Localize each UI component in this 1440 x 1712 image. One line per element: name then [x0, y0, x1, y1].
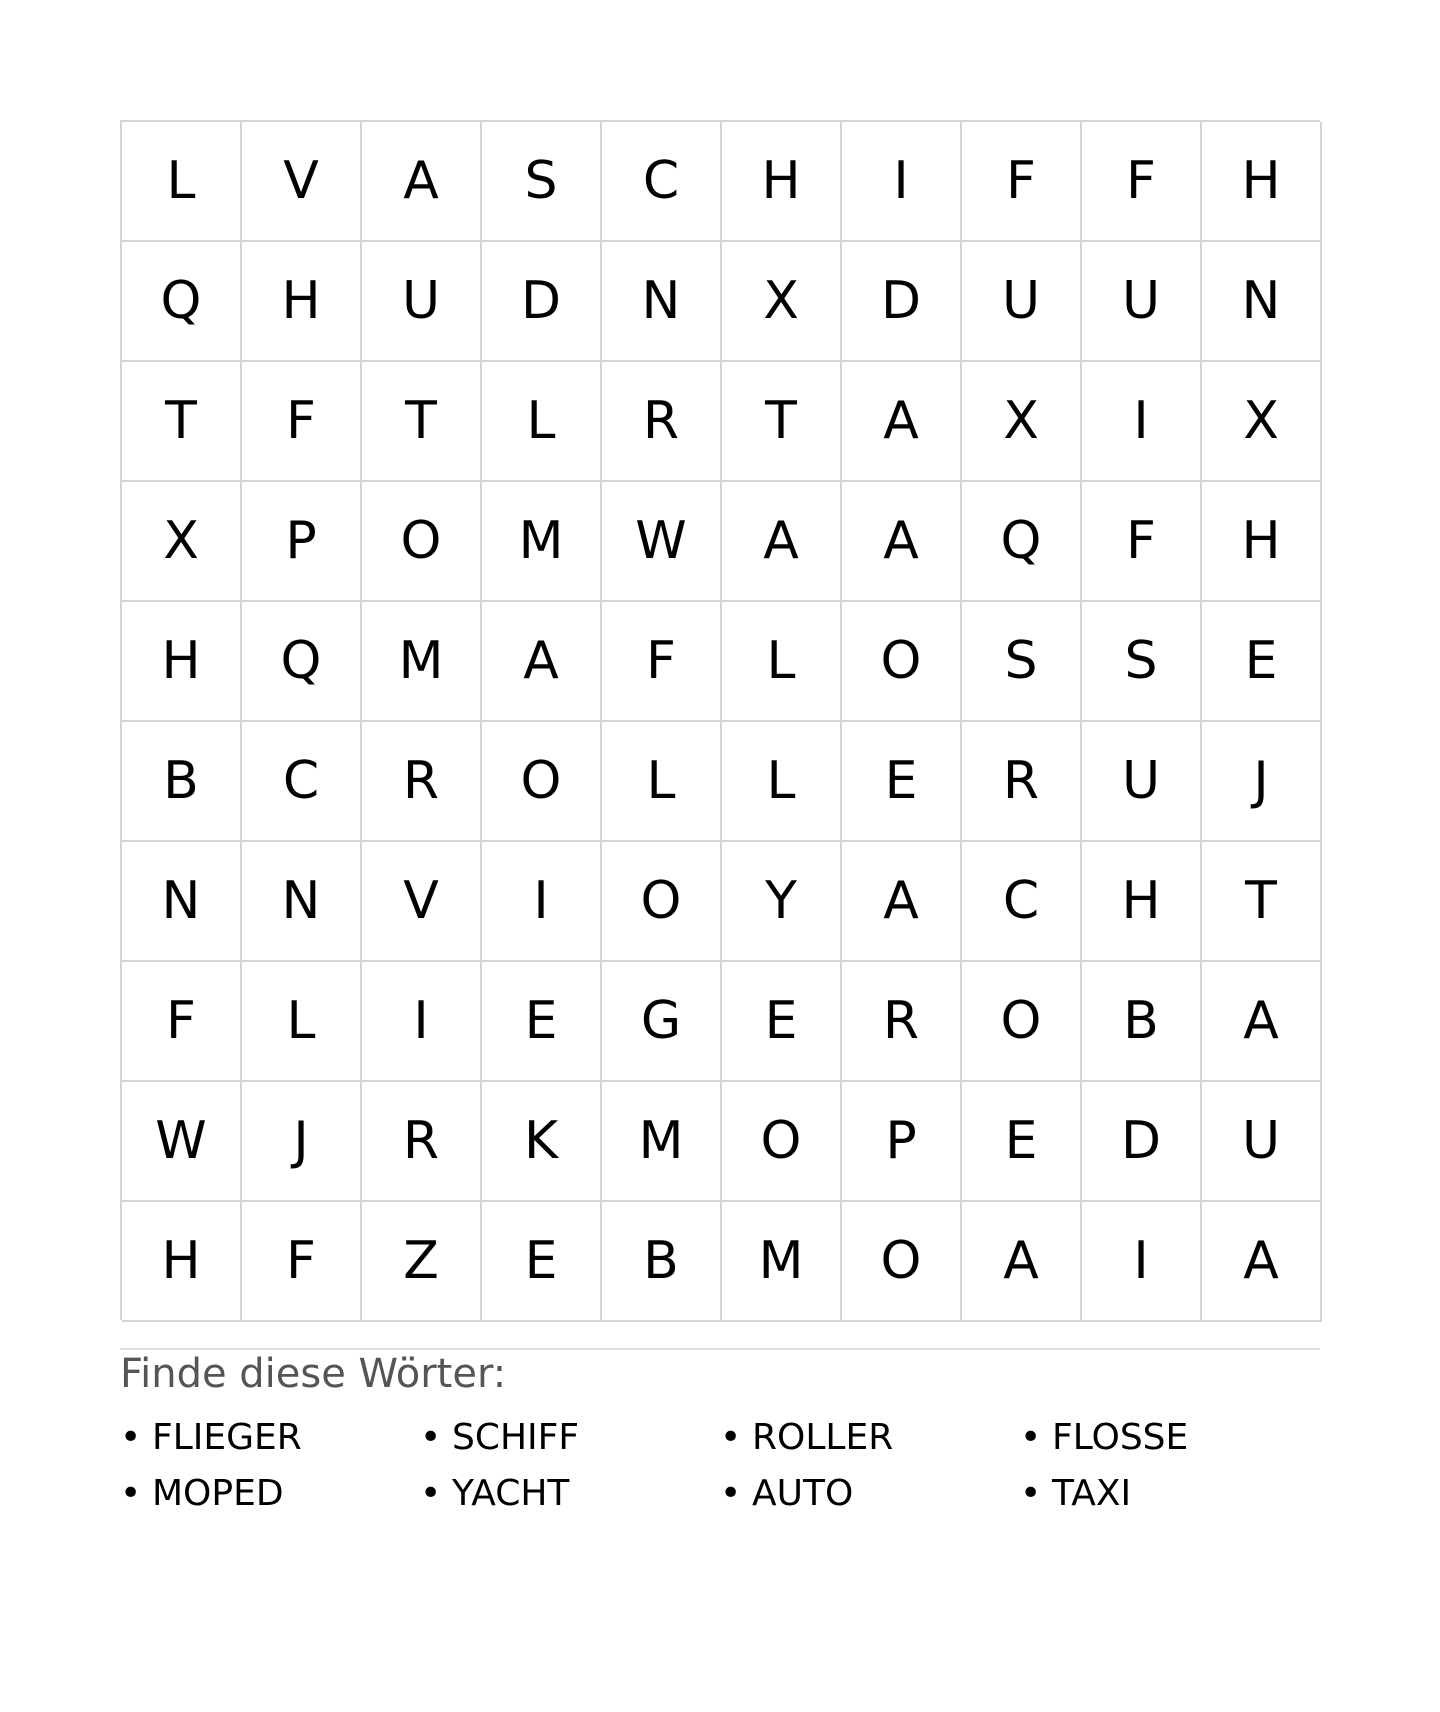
grid-cell[interactable]: H — [122, 602, 242, 722]
grid-cell[interactable]: T — [122, 362, 242, 482]
grid-cell[interactable]: H — [722, 122, 842, 242]
grid-cell[interactable]: L — [122, 122, 242, 242]
bullet-icon: • — [120, 1417, 142, 1458]
grid-cell[interactable]: O — [362, 482, 482, 602]
grid-cell[interactable]: Q — [962, 482, 1082, 602]
grid-cell[interactable]: S — [962, 602, 1082, 722]
grid-cell[interactable]: A — [482, 602, 602, 722]
grid-cell[interactable]: A — [1202, 1202, 1322, 1322]
word-label: FLOSSE — [1052, 1417, 1189, 1458]
grid-cell[interactable]: A — [842, 482, 962, 602]
grid-cell[interactable]: M — [482, 482, 602, 602]
grid-cell[interactable]: U — [1082, 242, 1202, 362]
bullet-icon: • — [420, 1417, 442, 1458]
grid-cell[interactable]: Y — [722, 842, 842, 962]
grid-cell[interactable]: O — [602, 842, 722, 962]
grid-cell[interactable]: L — [602, 722, 722, 842]
grid-cell[interactable]: B — [602, 1202, 722, 1322]
word-item — [420, 1466, 720, 1522]
word-label: SCHIFF — [452, 1417, 580, 1458]
bullet-icon: • — [420, 1473, 442, 1514]
word-label: FLIEGER — [152, 1417, 302, 1458]
grid-cell[interactable]: O — [842, 1202, 962, 1322]
grid-cell[interactable]: M — [362, 602, 482, 722]
grid-cell[interactable]: I — [362, 962, 482, 1082]
grid-cell[interactable]: W — [122, 1082, 242, 1202]
grid-cell[interactable]: X — [122, 482, 242, 602]
grid-cell[interactable]: T — [1202, 842, 1322, 962]
grid-cell[interactable]: F — [122, 962, 242, 1082]
grid-cell[interactable]: L — [722, 722, 842, 842]
grid-cell[interactable]: C — [962, 842, 1082, 962]
word-item — [720, 1466, 1020, 1522]
grid-cell[interactable]: L — [242, 962, 362, 1082]
word-label: YACHT — [452, 1473, 570, 1514]
grid-cell[interactable]: H — [1082, 842, 1202, 962]
word-list — [120, 1410, 1320, 1522]
grid-cell[interactable]: F — [242, 1202, 362, 1322]
grid-cell[interactable]: O — [722, 1082, 842, 1202]
grid-cell[interactable]: D — [1082, 1082, 1202, 1202]
grid-cell[interactable]: L — [722, 602, 842, 722]
grid-cell[interactable]: H — [122, 1202, 242, 1322]
grid-cell[interactable]: C — [602, 122, 722, 242]
word-label: ROLLER — [752, 1417, 894, 1458]
grid-cell[interactable]: S — [1082, 602, 1202, 722]
word-item — [720, 1410, 1020, 1466]
bullet-icon: • — [720, 1473, 742, 1514]
word-item — [420, 1410, 720, 1466]
grid-cell[interactable]: P — [242, 482, 362, 602]
grid-cell[interactable]: F — [602, 602, 722, 722]
grid-cell[interactable]: R — [962, 722, 1082, 842]
grid-cell[interactable]: E — [482, 1202, 602, 1322]
grid-cell[interactable]: E — [962, 1082, 1082, 1202]
grid-cell[interactable]: D — [482, 242, 602, 362]
grid-cell[interactable]: F — [242, 362, 362, 482]
grid-cell[interactable]: F — [1082, 122, 1202, 242]
bullet-icon: • — [1020, 1473, 1042, 1514]
grid-cell[interactable]: R — [842, 962, 962, 1082]
grid-cell[interactable]: V — [362, 842, 482, 962]
grid-cell[interactable]: A — [1202, 962, 1322, 1082]
grid-cell[interactable]: P — [842, 1082, 962, 1202]
grid-cell[interactable]: U — [362, 242, 482, 362]
grid-cell[interactable]: N — [122, 842, 242, 962]
grid-cell[interactable]: X — [1202, 362, 1322, 482]
bullet-icon: • — [720, 1417, 742, 1458]
grid-cell[interactable]: N — [602, 242, 722, 362]
grid-cell[interactable]: M — [602, 1082, 722, 1202]
grid-cell[interactable]: H — [1202, 122, 1322, 242]
letter-grid — [120, 120, 1320, 1320]
grid-cell[interactable]: U — [1082, 722, 1202, 842]
grid-cell[interactable]: K — [482, 1082, 602, 1202]
grid-cell[interactable]: R — [362, 1082, 482, 1202]
grid-cell[interactable]: D — [842, 242, 962, 362]
grid-cell[interactable]: Q — [122, 242, 242, 362]
grid-cell[interactable]: N — [242, 842, 362, 962]
grid-cell[interactable]: C — [242, 722, 362, 842]
grid-cell[interactable]: F — [962, 122, 1082, 242]
grid-cell[interactable]: R — [602, 362, 722, 482]
grid-cell[interactable]: I — [1082, 1202, 1202, 1322]
grid-cell[interactable]: N — [1202, 242, 1322, 362]
bullet-icon: • — [1020, 1417, 1042, 1458]
grid-cell[interactable]: Z — [362, 1202, 482, 1322]
grid-cell[interactable]: E — [1202, 602, 1322, 722]
grid-cell[interactable]: T — [722, 362, 842, 482]
grid-cell[interactable]: F — [1082, 482, 1202, 602]
word-item — [1020, 1466, 1320, 1522]
word-item — [120, 1410, 420, 1466]
grid-cell[interactable]: X — [962, 362, 1082, 482]
grid-cell[interactable]: B — [122, 722, 242, 842]
word-label: TAXI — [1052, 1473, 1132, 1514]
grid-cell[interactable]: E — [842, 722, 962, 842]
grid-cell[interactable]: I — [482, 842, 602, 962]
grid-cell[interactable]: J — [242, 1082, 362, 1202]
grid-cell[interactable]: H — [1202, 482, 1322, 602]
grid-cell[interactable]: T — [362, 362, 482, 482]
grid-cell[interactable]: O — [842, 602, 962, 722]
grid-cell[interactable]: A — [842, 362, 962, 482]
grid-cell[interactable]: A — [362, 122, 482, 242]
grid-cell[interactable]: H — [242, 242, 362, 362]
grid-cell[interactable]: I — [1082, 362, 1202, 482]
grid-cell[interactable]: I — [842, 122, 962, 242]
word-label: AUTO — [752, 1473, 854, 1514]
grid-cell[interactable]: S — [482, 122, 602, 242]
grid-cell[interactable]: X — [722, 242, 842, 362]
grid-cell[interactable]: E — [482, 962, 602, 1082]
word-item — [1020, 1410, 1320, 1466]
grid-cell[interactable]: M — [722, 1202, 842, 1322]
grid-cell[interactable]: O — [962, 962, 1082, 1082]
grid-cell[interactable]: A — [722, 482, 842, 602]
grid-cell[interactable]: Q — [242, 602, 362, 722]
grid-cell[interactable]: A — [842, 842, 962, 962]
bullet-icon: • — [120, 1473, 142, 1514]
word-item — [120, 1466, 420, 1522]
grid-cell[interactable]: B — [1082, 962, 1202, 1082]
grid-cell[interactable]: G — [602, 962, 722, 1082]
grid-cell[interactable]: A — [962, 1202, 1082, 1322]
grid-cell[interactable]: W — [602, 482, 722, 602]
grid-cell[interactable]: E — [722, 962, 842, 1082]
grid-cell[interactable]: R — [362, 722, 482, 842]
grid-cell[interactable]: O — [482, 722, 602, 842]
grid-cell[interactable]: U — [962, 242, 1082, 362]
grid-cell[interactable]: J — [1202, 722, 1322, 842]
words-title: Finde diese Wörter: — [120, 1351, 507, 1397]
grid-cell[interactable]: U — [1202, 1082, 1322, 1202]
grid-cell[interactable]: V — [242, 122, 362, 242]
word-label: MOPED — [152, 1473, 284, 1514]
grid-cell[interactable]: L — [482, 362, 602, 482]
